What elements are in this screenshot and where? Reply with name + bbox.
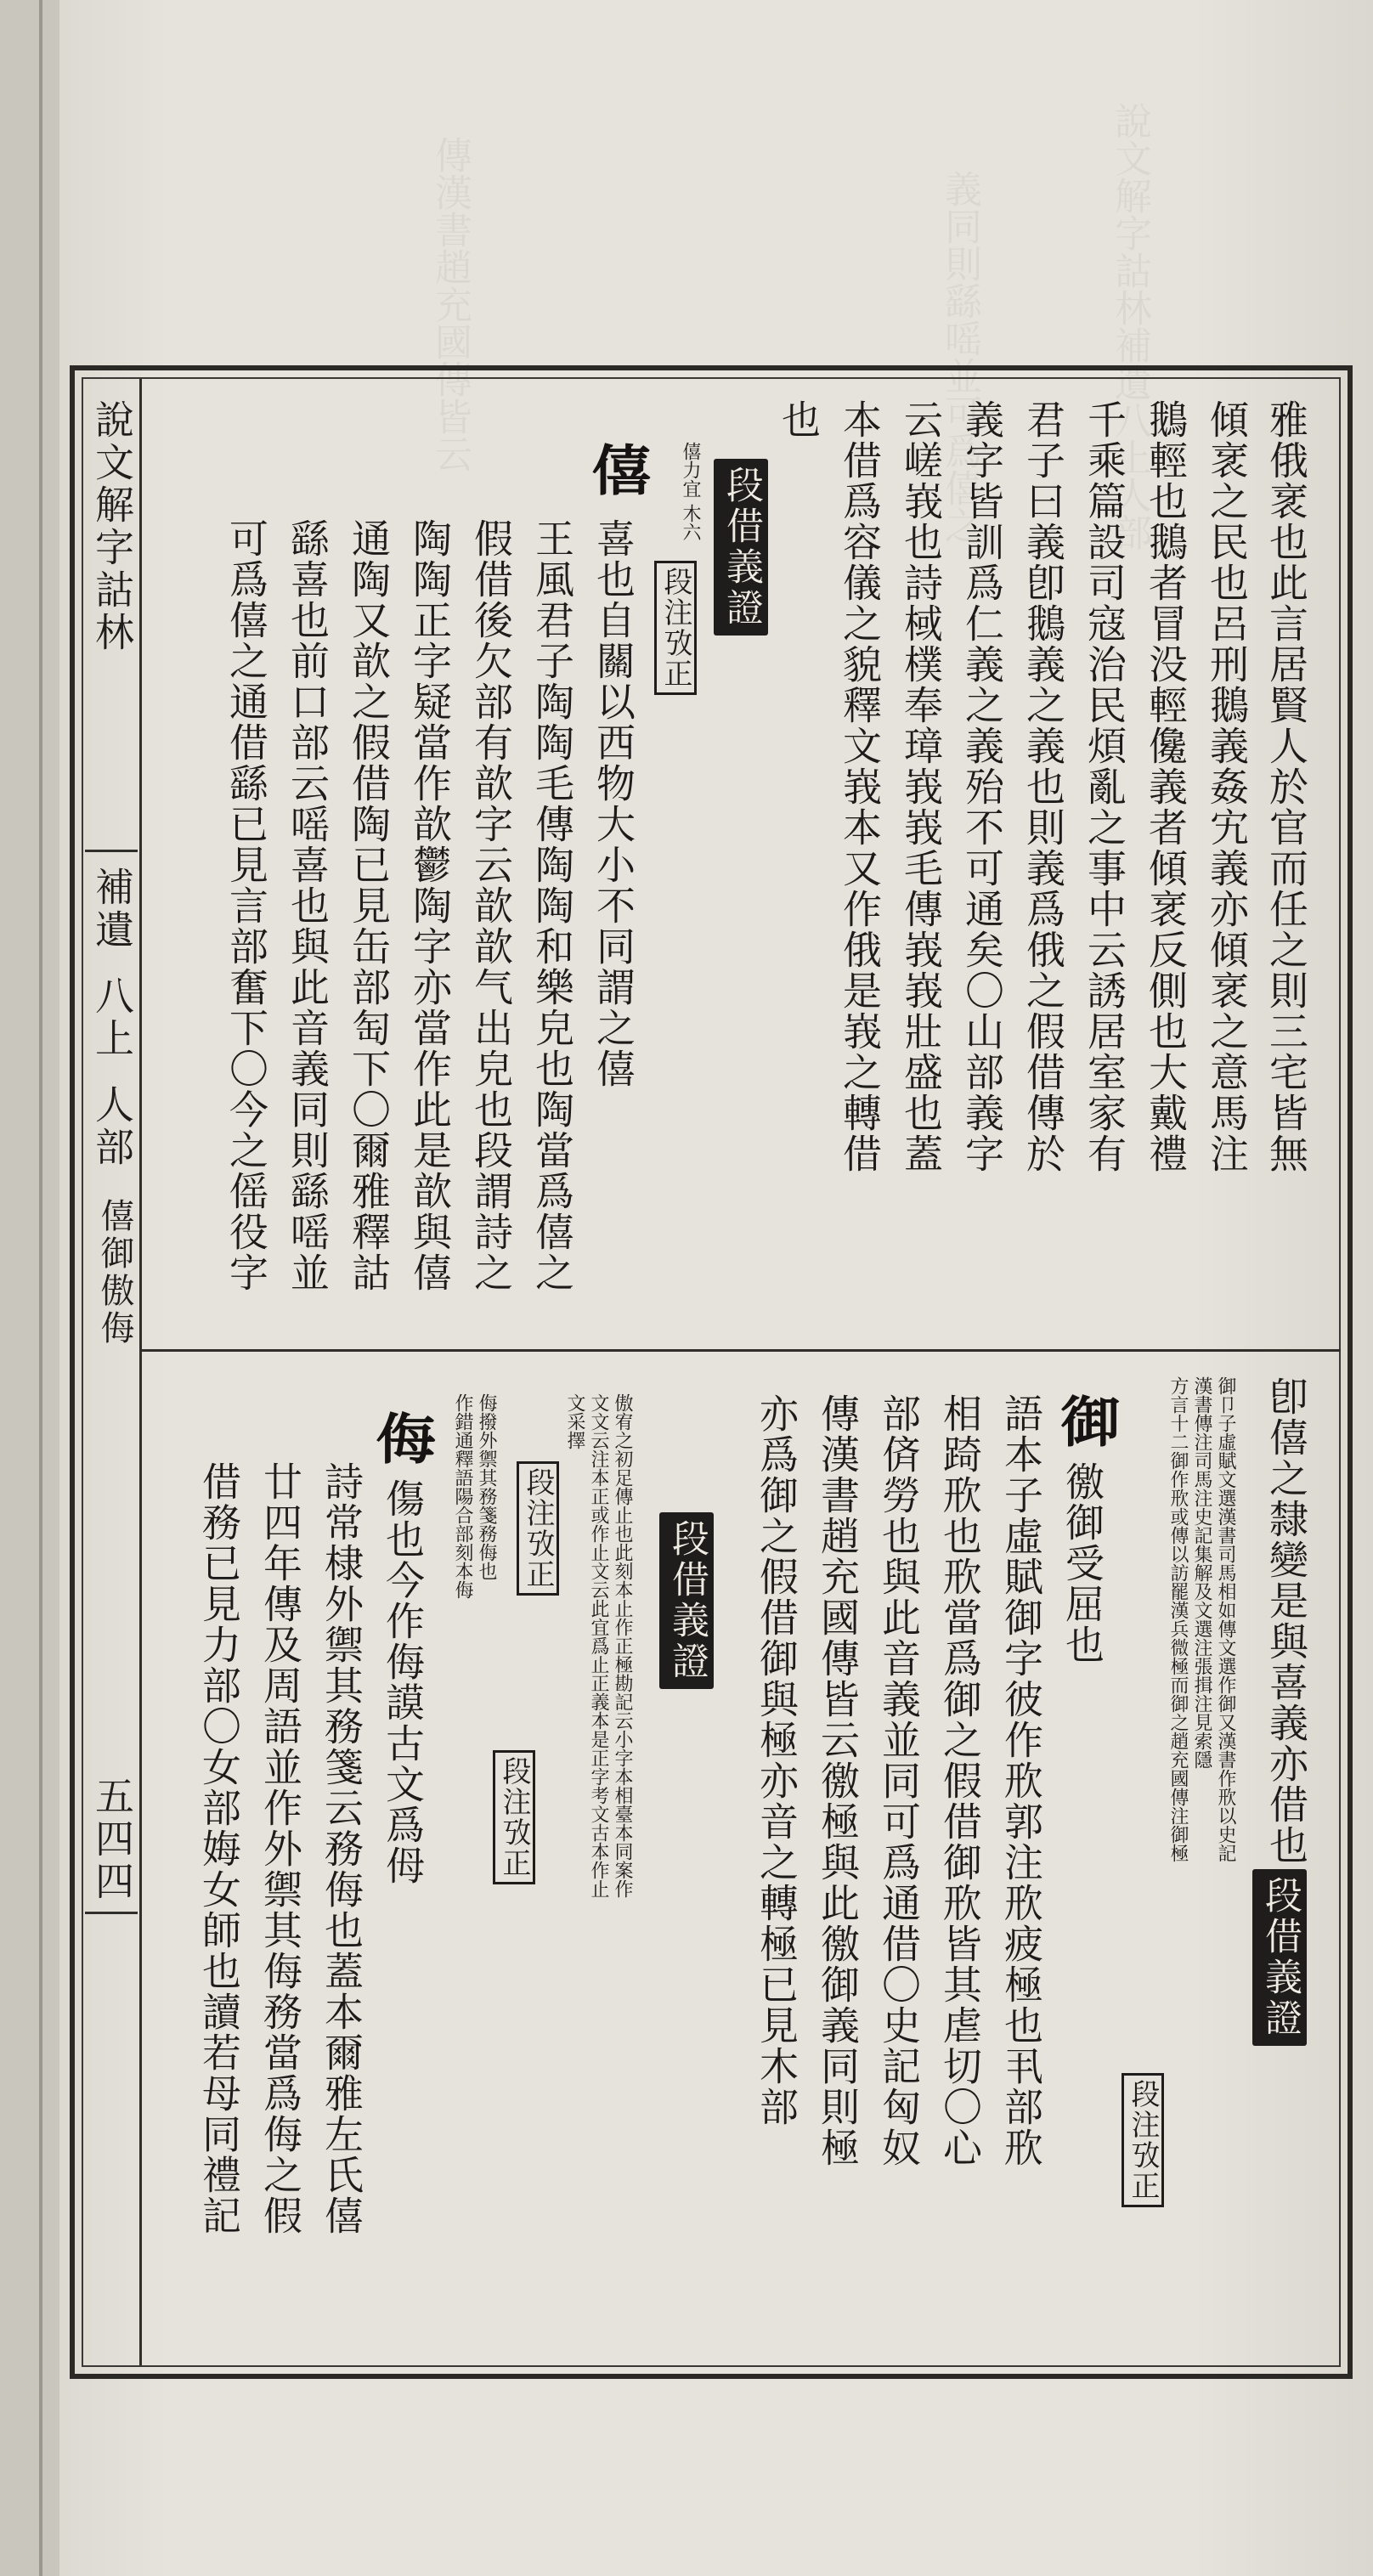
book-spine [0, 0, 59, 2576]
entries-label: 僖御傲侮 [95, 1198, 134, 1347]
section-label: 補遺 [89, 867, 135, 952]
duanzhu-stamp: 段注攷正 [1122, 2073, 1164, 2207]
text-column: 傳漢書趙充國傳皆云徼極與此徼御義同則極 [815, 1393, 861, 2168]
text-column: 部㑪勞也與此音義並同可爲通借〇史記匈奴 [876, 1393, 922, 2168]
spine-fold-line [39, 0, 42, 2576]
text-column: 喜也自關以西物大小不同謂之僖 [590, 518, 636, 1089]
small-note-column: 御卩子虛賦文選漢書司馬相如傳文選作御又漢書作㰢以史記 [1215, 1376, 1236, 1862]
text-column: 借務已見力部〇女部娒女師也讀若母同禮記 [196, 1461, 242, 2236]
small-note-column: 文采擇 [564, 1393, 585, 1449]
margin-divider [85, 850, 138, 852]
text-column: 繇喜也前口部云嗂喜也與此音義同則繇嗂並 [285, 518, 331, 1293]
small-note-column: 侮撥外禦其務箋務侮也 [476, 1393, 497, 1580]
jiajie-badge: 段借義證 [714, 459, 768, 636]
seal-character: 御 [1050, 1393, 1121, 1448]
small-note-column: 作錯通釋語陽合部刻本侮 [452, 1393, 473, 1599]
duanzhu-stamp: 段注攷正 [493, 1750, 535, 1884]
text-column: 本借爲容儀之貌釋文峩本又作俄是峩之轉借 [837, 399, 883, 1174]
text-column: 陶陶正字疑當作歆鬱陶字亦當作此是歆與僖 [407, 518, 453, 1293]
duanzhu-stamp: 段注攷正 [654, 561, 697, 695]
text-column: 王風君子陶陶毛傳陶陶和樂皃也陶當爲僖之 [529, 518, 575, 1293]
text-column: 廿四年傳及周語並作外禦其侮務當爲侮之假 [257, 1461, 303, 2236]
text-column: 千乘篇設司寇治民煩亂之事中云誘居室家有 [1082, 399, 1127, 1174]
volume-label: 八上 [89, 975, 135, 1060]
section-divider [141, 1349, 1341, 1352]
text-column: 語本子虛賦御字彼作㰢郭注㰢疲極也丮部㰢 [998, 1393, 1044, 2168]
text-column: 君子曰義卽鵝義之義也則義爲俄之假借傳於 [1020, 399, 1066, 1174]
bleed-through-text: 說文解字詁林補遺八上人部 [1108, 102, 1151, 551]
radical-label: 人部 [89, 1084, 135, 1169]
text-column: 卽僖之隸變是與喜義亦借也 [1263, 1376, 1309, 1866]
text-column: 徼御受屈也 [1059, 1461, 1105, 1665]
text-column: 傾衺之民也呂刑鵝義姦宄義亦傾衺之意馬注 [1204, 399, 1250, 1174]
text-column: 可爲僖之通借繇已見言部奮下〇今之傜役字 [223, 518, 269, 1293]
text-column: 云嵯峩也詩棫樸奉璋峩峩毛傳峩峩壯盛也蓋 [898, 399, 944, 1174]
seal-character: 侮 [365, 1410, 436, 1465]
text-column: 亦爲御之假借御與極亦音之轉極已見木部 [754, 1393, 800, 2127]
bleed-through-text: 義同則繇嗂並可爲僖之 [938, 170, 981, 544]
text-column: 傷也今作侮謨古文爲㑄 [380, 1478, 426, 1886]
bleed-through-text: 傳漢書趙充國傳皆云 [428, 136, 472, 472]
seal-character: 僖 [581, 442, 652, 496]
book-title: 說文解字詁林 [89, 399, 135, 654]
small-note-column: 方言十二御作㰢或傳以訪罷漢兵微極而御之趙充國傳注御極 [1167, 1376, 1189, 1862]
seal-annotation: 僖力宜 木六 [680, 442, 701, 541]
text-column: 詩常棣外禦其務箋云務侮也蓋本爾雅左氏僖 [319, 1461, 364, 2236]
text-column: 雅俄衺也此言居賢人於官而任之則三宅皆無 [1263, 399, 1309, 1174]
margin-divider [85, 1912, 138, 1914]
small-note-column: 文文云注本正或作止文云此宜爲止正義本是正字考文古本作止 [588, 1393, 609, 1898]
text-column: 假借後欠部有歆字云歆歆气出皃也段謂詩之 [468, 518, 514, 1293]
page-number: 五四四 [89, 1776, 135, 1903]
margin-column [83, 379, 142, 2365]
small-note-column: 漢書傳注司馬注史記集解及文選注張揖注見索隱 [1191, 1376, 1212, 1769]
text-column: 義字皆訓爲仁義之義殆不可通矣〇山部義字 [959, 399, 1005, 1174]
text-column: 相踦㰢也㰢當爲御之假借御㰢皆其虐切〇心 [937, 1393, 983, 2168]
jiajie-badge: 段借義證 [1252, 1869, 1307, 2046]
text-column: 鵝輕也鵝者冒没輕儳義者傾衺反側也大戴禮 [1143, 399, 1189, 1174]
text-column: 也 [776, 399, 822, 440]
text-column: 通陶又歆之假借陶已見缶部匋下〇爾雅釋詁 [346, 518, 392, 1293]
jiajie-badge: 段借義證 [659, 1512, 714, 1689]
small-note-column: 傲宥之初足傳止也此刻本止作正極勘記云小字本相臺本同案作 [612, 1393, 633, 1898]
duanzhu-stamp: 段注攷正 [517, 1461, 559, 1596]
